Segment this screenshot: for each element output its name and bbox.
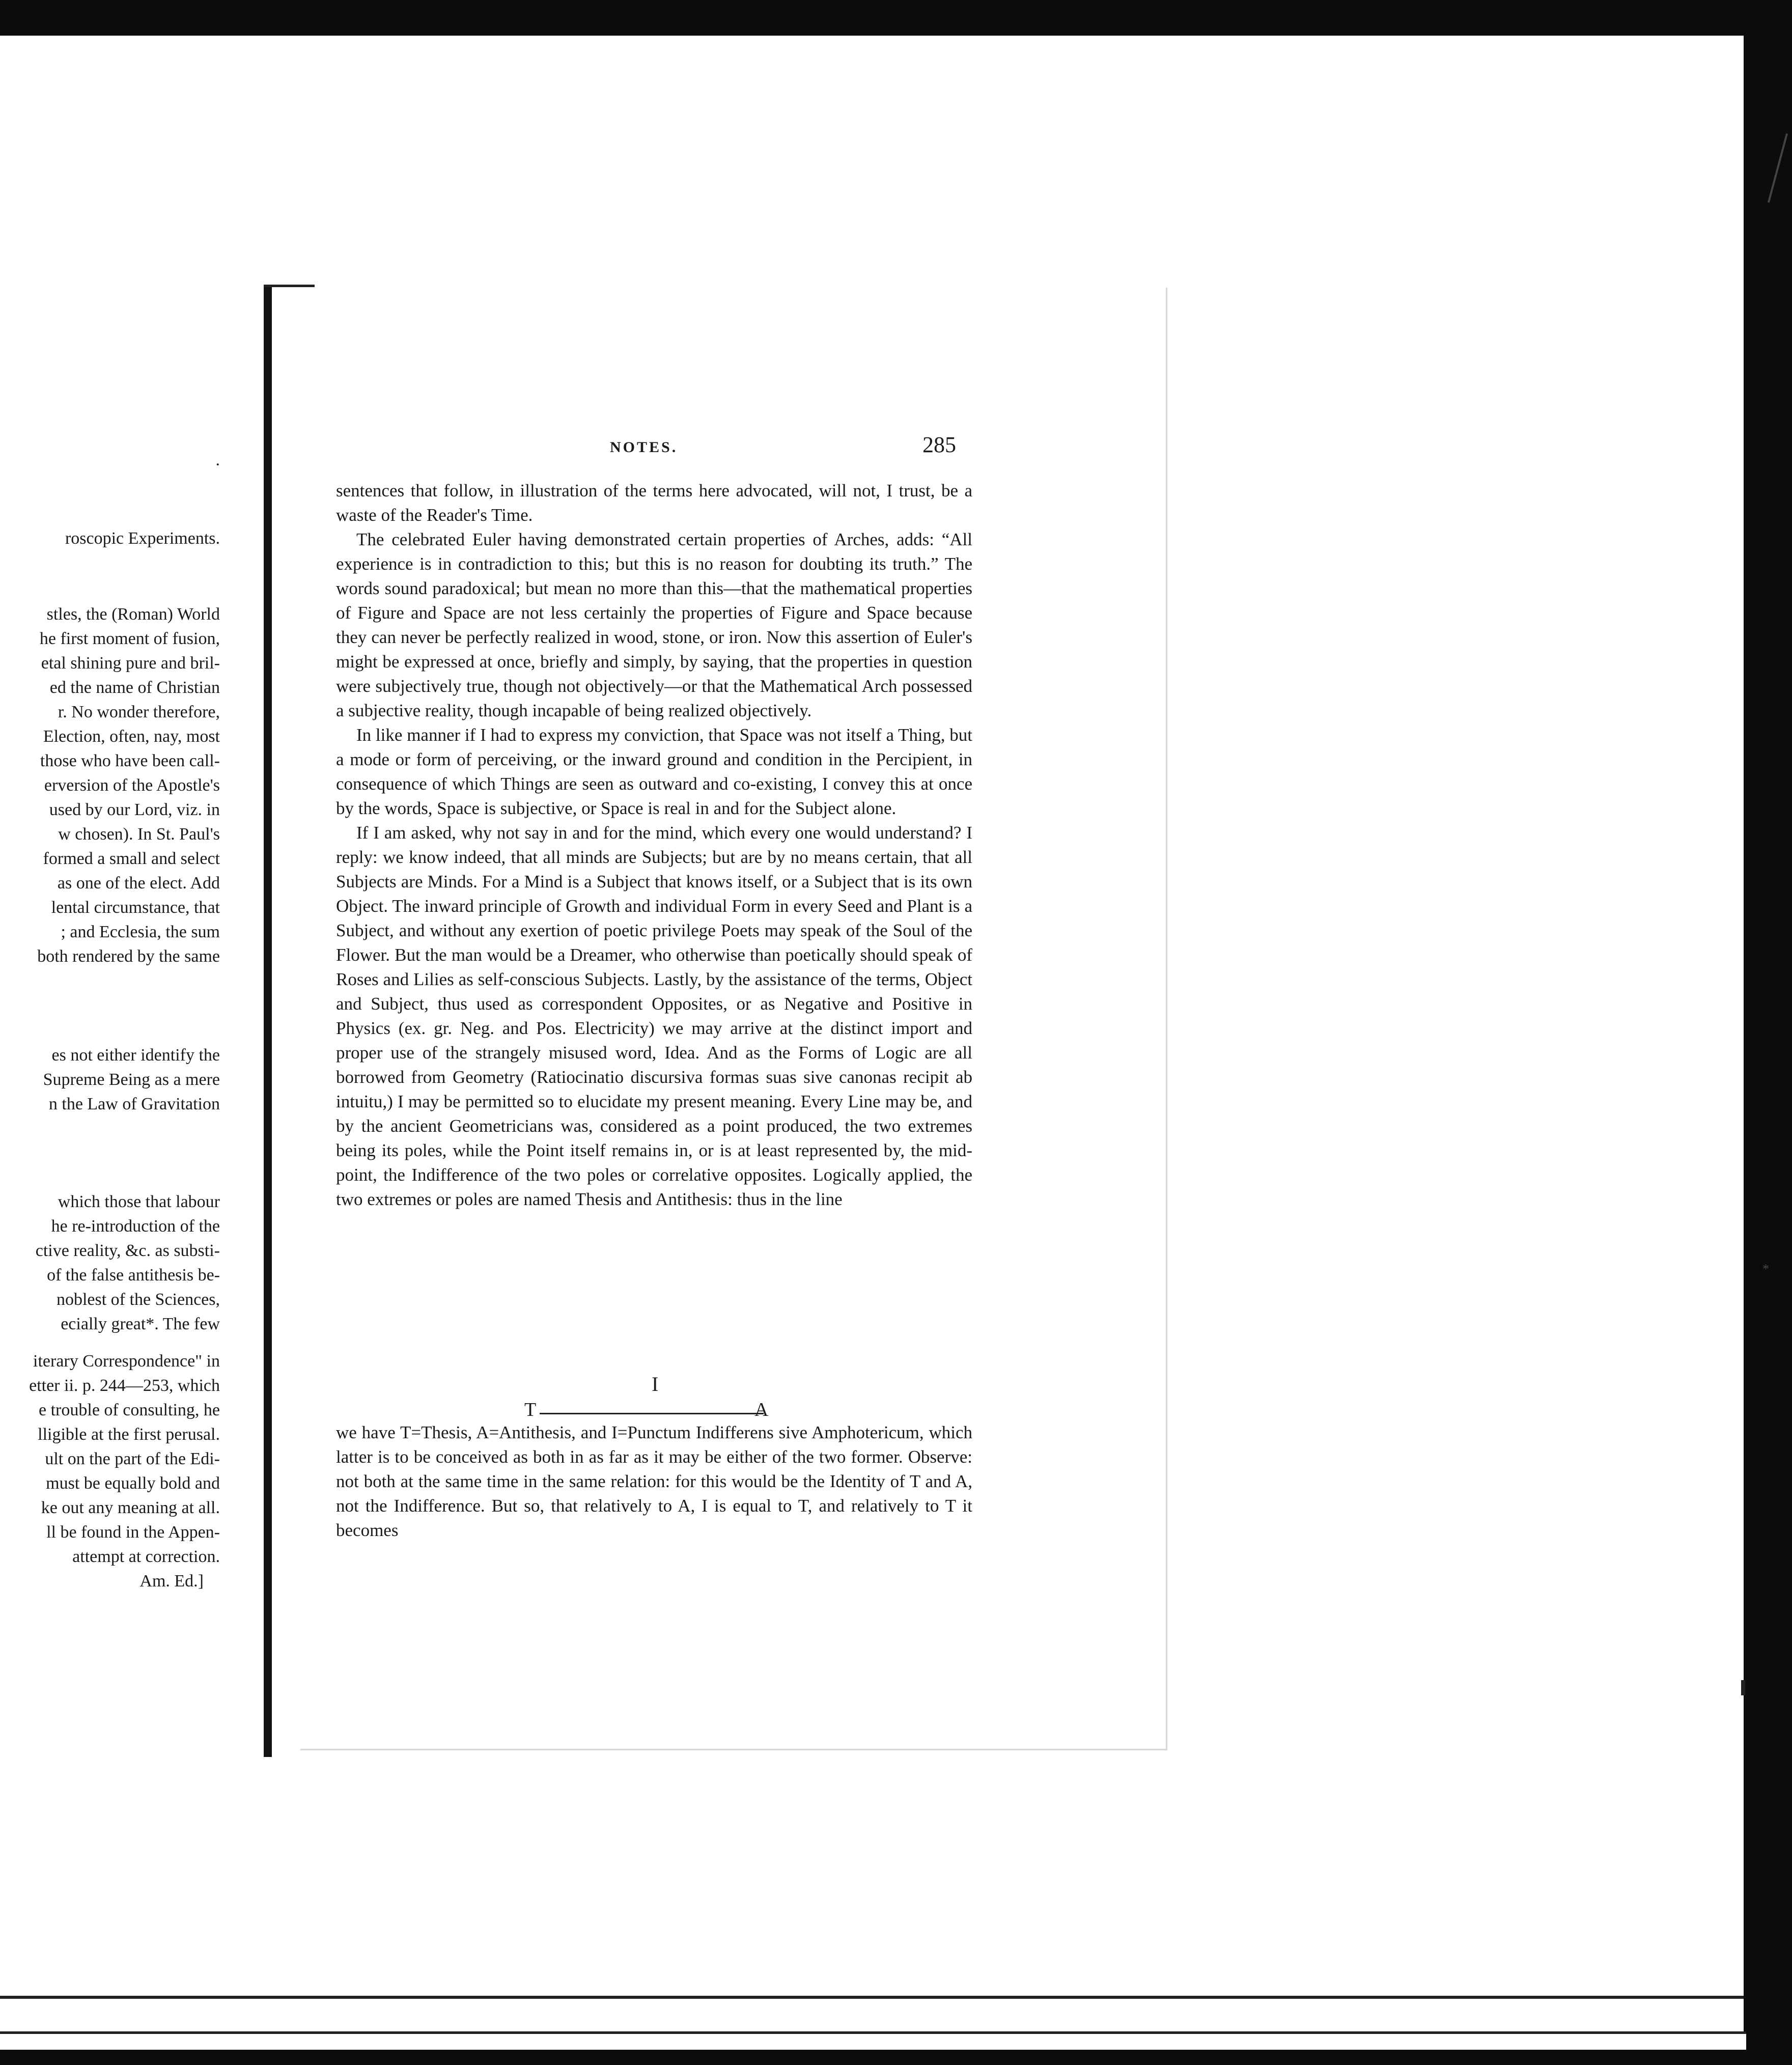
left-page-line: which those that labour: [58, 1192, 220, 1211]
thesis-antithesis-line: [524, 1372, 779, 1428]
margin-star: *: [1762, 1262, 1769, 1276]
left-page-line: lental circumstance, that: [51, 898, 220, 917]
left-page-line: both rendered by the same: [37, 947, 220, 966]
left-page-line: he re-introduction of the: [51, 1217, 220, 1236]
left-page-line: iterary Correspondence" in: [33, 1352, 220, 1371]
left-page-line: .: [215, 451, 220, 469]
formula-antithesis: A: [754, 1399, 769, 1420]
formula-thesis: T: [524, 1399, 537, 1420]
scan-top-border: [0, 0, 1792, 36]
left-page-line: ed the name of Christian: [49, 678, 220, 697]
left-page-line: es not either identify the: [51, 1046, 220, 1065]
paragraph-1: sentences that follow, in illustration of the terms here advocated, will not, I trust, be a waste of the Reader's Time.: [336, 481, 972, 525]
formula-indifference: I: [652, 1373, 659, 1396]
left-page-line: Am. Ed.]: [139, 1572, 204, 1590]
left-page-line: lligible at the first perusal.: [38, 1425, 220, 1444]
page-body: [336, 479, 972, 1212]
paragraph-5: we have T=Thesis, A=Antithesis, and I=Punctum Indifferens sive Amphotericum, which latter is to be conceived as both in as far as it may be either of the two former. Observe: not both at the same time in the same relation: for this would be the Identity of T and A, not the Indifference. But so, that relatively to A, I is equal to T, and relatively to T it becomes: [336, 1422, 972, 1540]
left-page-line: Election, often, nay, most: [43, 727, 220, 746]
left-page-line: those who have been call-: [40, 751, 220, 770]
scan-bottom-border: [0, 2050, 1792, 2065]
left-page-line: ke out any meaning at all.: [41, 1498, 220, 1517]
margin-mark: [1741, 1680, 1745, 1695]
paragraph-2: The celebrated Euler having demonstrated certain properties of Arches, adds: “All experience is in contradiction to this; but this is no reason for doubting its truth.” The words sound paradoxical; but mean no more than this—that the mathematical properties of Figure and Space are not less certainly the properties of Figure and Space because they can never be perfectly realized in wood, stone, or iron. Now this assertion of Euler's might be expressed at once, briefly and simply, by saying, that the properties in question were subjectively true, though not objectively—or that the Mathematical Arch possessed a subjective reality, though incapable of being realized objectively.: [336, 529, 972, 720]
left-page-line: noblest of the Sciences,: [56, 1290, 220, 1309]
left-page-line: Supreme Being as a mere: [43, 1070, 220, 1089]
book-spine: [264, 287, 272, 1757]
left-page-line: e trouble of consulting, he: [39, 1401, 220, 1419]
left-page-line: ult on the part of the Edi-: [45, 1449, 220, 1468]
running-head-title: NOTES.: [610, 439, 678, 456]
paragraph-3: In like manner if I had to express my conviction, that Space was not itself a Thing, but a mode or form of perceiving, or the inward ground and condition in the Percipient, in consequence of which Things are seen as outward and co-existing, I convey this at once by the words, Space is subjective, or Space is real in and for the Subject alone.: [336, 725, 972, 818]
left-page-line: r. No wonder therefore,: [58, 703, 220, 721]
left-page-line: erversion of the Apostle's: [44, 776, 220, 795]
left-page-line: formed a small and select: [43, 849, 220, 868]
formula-line: [540, 1413, 764, 1414]
left-page-line: n the Law of Gravitation: [48, 1095, 220, 1113]
left-page-line: roscopic Experiments.: [65, 529, 220, 548]
left-page-line: must be equally bold and: [46, 1474, 220, 1493]
left-page-line: ll be found in the Appen-: [46, 1523, 220, 1542]
left-page-fragment: [0, 0, 229, 2065]
left-page-line: of the false antithesis be-: [47, 1266, 220, 1285]
after-formula-text: [336, 1420, 972, 1543]
left-page-line: etter ii. p. 244—253, which: [29, 1376, 220, 1395]
left-page-line: etal shining pure and bril-: [41, 654, 220, 673]
left-page-line: ecially great*. The few: [61, 1315, 220, 1333]
page-number: 285: [922, 432, 956, 457]
left-page-line: ctive reality, &c. as substi-: [35, 1241, 220, 1260]
scan-right-border: [1744, 0, 1792, 2065]
left-page-line: used by our Lord, viz. in: [49, 800, 220, 819]
paragraph-4: If I am asked, why not say in and for the mind, which every one would understand? I reply: we know indeed, that all minds are Subjects; but are by no means certain, that all Subjects are Minds. For a Mind is a Subject that knows itself, or a Subject that is its own Object. The inward principle of Growth and individual Form in every Seed and Plant is a Subject, and without any exertion of poetic privilege Poets may speak of the Soul of the Flower. But the man would be a Dreamer, who otherwise than poetically should speak of Roses and Lilies as self-conscious Subjects. Lastly, by the assistance of the terms, Object and Subject, thus used as correspondent Opposites, or as Negative and Positive in Physics (ex. gr. Neg. and Pos. Electricity) we may arrive at the distinct import and proper use of the strangely misused word, Idea. And as the Forms of Logic are all borrowed from Geometry (Ratiocinatio discursiva formas suas sive canonas recipit ab intuitu,) I may be permitted so to elucidate my present meaning. Every Line may be, and by the ancient Geometricians was, considered as a point produced, the two extremes being its poles, while the Point itself remains in, or is at least represented by, the mid-point, the Indifference of the two poles or correlative opposites. Logically applied, the two extremes or poles are named Thesis and Antithesis: thus in the line: [336, 823, 972, 1209]
spine-tick: [264, 285, 315, 287]
left-page-line: attempt at correction.: [72, 1547, 220, 1566]
left-page-line: ; and Ecclesia, the sum: [61, 923, 220, 941]
left-page-line: w chosen). In St. Paul's: [58, 825, 220, 844]
left-page-line: he first moment of fusion,: [39, 629, 220, 648]
left-page-line: stles, the (Roman) World: [46, 605, 220, 624]
left-page-line: as one of the elect. Add: [57, 874, 220, 892]
